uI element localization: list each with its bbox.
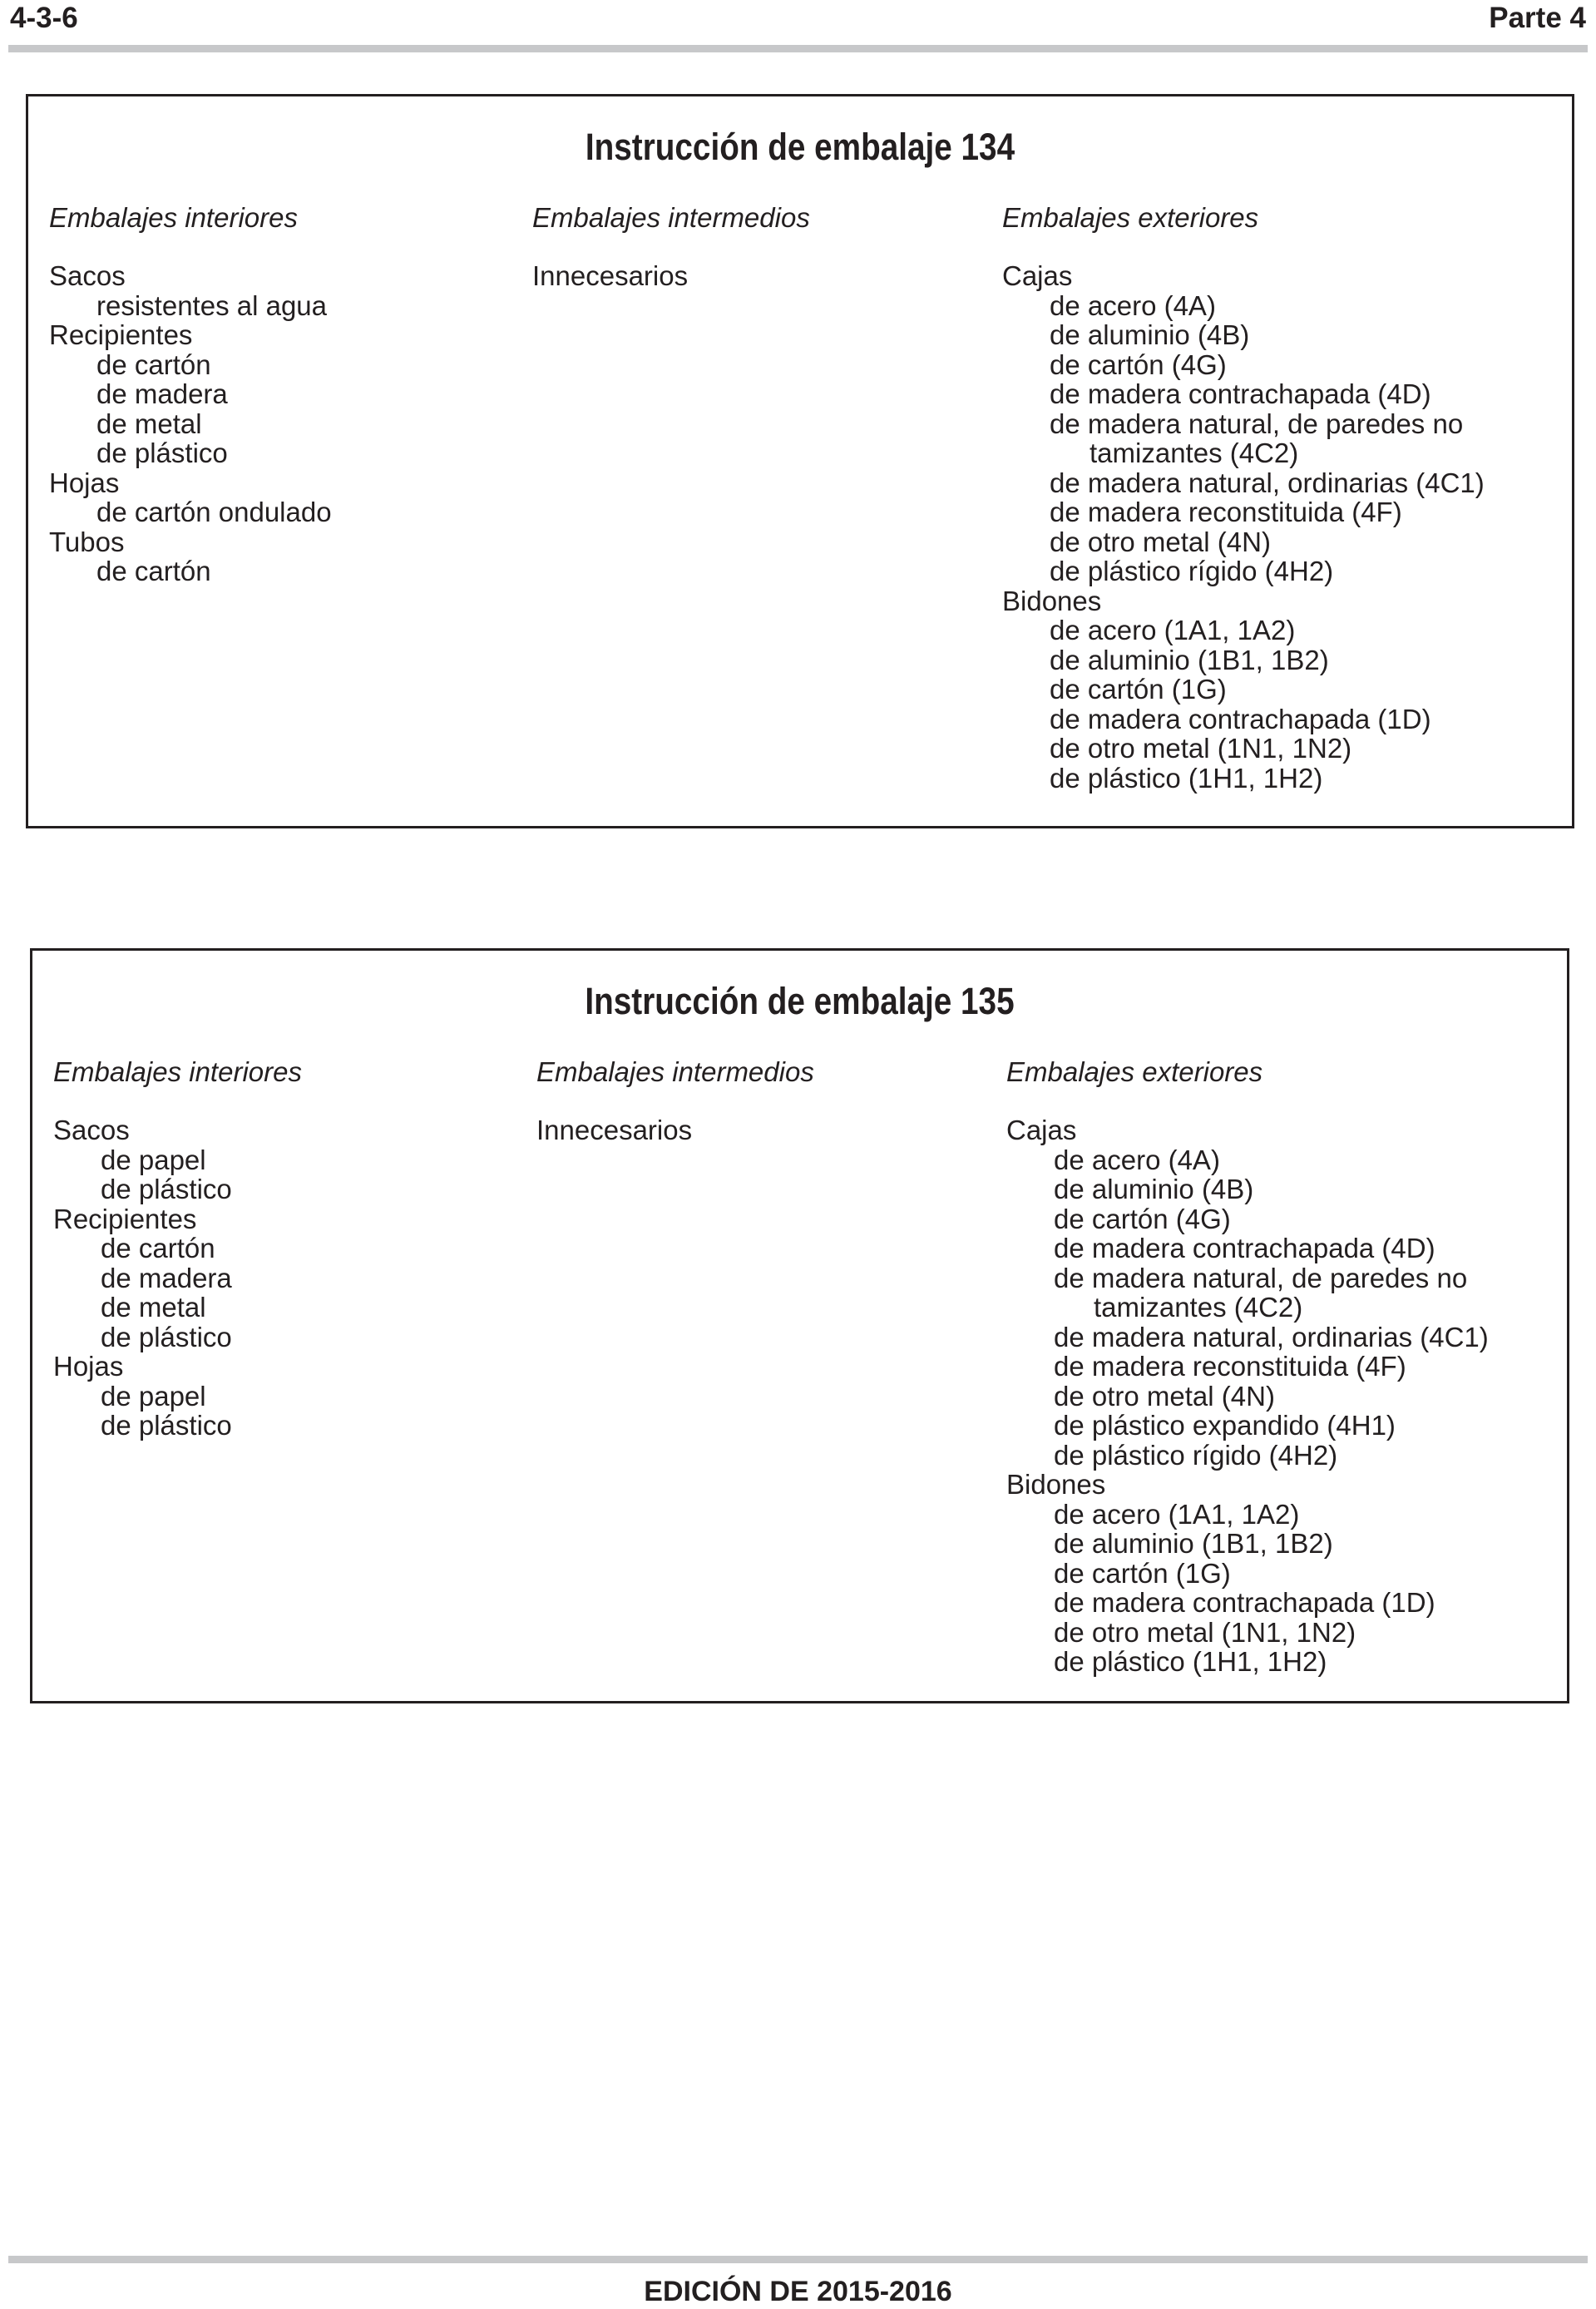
- list-category: Tubos: [49, 526, 125, 557]
- list-item: de madera contrachapada (4D): [1050, 378, 1431, 409]
- list-item: de aluminio (1B1, 1B2): [1050, 644, 1329, 675]
- list-item: de madera reconstituida (4F): [1050, 497, 1402, 527]
- list-item: de plástico expandido (4H1): [1054, 1410, 1396, 1441]
- list-category: Bidones: [1006, 1469, 1106, 1500]
- packing-instruction-135: [30, 948, 1569, 1703]
- list-item: de metal: [101, 1292, 206, 1323]
- column-heading: Embalajes intermedios: [532, 202, 810, 233]
- list-item: de otro metal (1N1, 1N2): [1050, 733, 1352, 764]
- list-category: Bidones: [1002, 585, 1102, 616]
- list-item: de madera natural, de paredes no: [1050, 408, 1464, 439]
- list-item: de plástico: [101, 1410, 232, 1441]
- list-item: de madera contrachapada (1D): [1050, 703, 1431, 734]
- list-item: de otro metal (4N): [1050, 526, 1271, 557]
- list-item: de acero (1A1, 1A2): [1050, 615, 1296, 645]
- list-item: de cartón (4G): [1050, 349, 1227, 380]
- list-item: de madera natural, ordinarias (4C1): [1050, 467, 1485, 498]
- instruction-title: Instrucción de embalaje 134: [585, 126, 1015, 168]
- list-category: Innecesarios: [536, 1115, 693, 1145]
- footer-rule: [8, 2256, 1588, 2263]
- item-list: [49, 261, 332, 586]
- list-item: de plástico rígido (4H2): [1050, 556, 1334, 586]
- item-list: [53, 1115, 302, 1441]
- column-intermediate-packagings: [536, 1057, 814, 1145]
- column-heading: Embalajes exteriores: [1006, 1056, 1263, 1087]
- list-item: tamizantes (4C2): [1090, 438, 1299, 468]
- column-inner-packagings: [53, 1057, 302, 1441]
- list-item: de aluminio (4B): [1050, 319, 1250, 350]
- item-list: [1006, 1115, 1489, 1677]
- list-item: de plástico (1H1, 1H2): [1054, 1646, 1327, 1677]
- list-item: tamizantes (4C2): [1094, 1292, 1303, 1323]
- header-rule: [8, 45, 1588, 52]
- list-item: de papel: [101, 1144, 206, 1175]
- column-heading: Embalajes intermedios: [536, 1056, 814, 1087]
- list-item: de madera contrachapada (1D): [1054, 1587, 1435, 1618]
- list-item: de cartón ondulado: [96, 497, 332, 527]
- list-category: Cajas: [1002, 260, 1073, 291]
- list-item: de acero (4A): [1050, 289, 1216, 321]
- list-item: de acero (4A): [1054, 1144, 1220, 1175]
- list-item: de plástico: [101, 1174, 232, 1204]
- list-item: de madera: [101, 1262, 232, 1293]
- list-item: resistentes al agua: [96, 289, 328, 321]
- list-item: de plástico rígido (4H2): [1054, 1439, 1338, 1471]
- list-category: Hojas: [49, 467, 120, 498]
- column-heading: Embalajes interiores: [49, 202, 298, 233]
- item-list: [1002, 261, 1485, 793]
- list-category: Recipientes: [53, 1203, 197, 1234]
- list-item: de madera natural, de paredes no: [1054, 1262, 1468, 1293]
- column-outer-packagings: [1006, 1057, 1489, 1677]
- page-number: 4-3-6: [10, 2, 78, 34]
- list-category: Sacos: [53, 1115, 130, 1145]
- list-item: de papel: [101, 1380, 206, 1412]
- list-item: de cartón (1G): [1054, 1557, 1231, 1589]
- list-item: de madera contrachapada (4D): [1054, 1233, 1435, 1263]
- list-item: de plástico: [101, 1321, 232, 1352]
- column-intermediate-packagings: [532, 203, 810, 291]
- list-item: de cartón (1G): [1050, 674, 1227, 705]
- list-item: de cartón (4G): [1054, 1203, 1231, 1234]
- list-category: Cajas: [1006, 1115, 1077, 1145]
- column-outer-packagings: [1002, 203, 1485, 793]
- list-item: de otro metal (1N1, 1N2): [1054, 1616, 1356, 1648]
- list-item: de madera reconstituida (4F): [1054, 1351, 1406, 1382]
- list-category: Sacos: [49, 260, 126, 291]
- item-list: [536, 1115, 814, 1145]
- list-item: de madera natural, ordinarias (4C1): [1054, 1321, 1489, 1352]
- column-heading: Embalajes interiores: [53, 1056, 302, 1087]
- column-inner-packagings: [49, 203, 332, 586]
- list-category: Hojas: [53, 1351, 124, 1382]
- list-item: de plástico (1H1, 1H2): [1050, 762, 1323, 794]
- list-category: Innecesarios: [532, 260, 689, 291]
- list-category: Recipientes: [49, 319, 193, 350]
- column-heading: Embalajes exteriores: [1002, 202, 1259, 233]
- list-item: de cartón: [96, 556, 211, 586]
- list-item: de cartón: [101, 1233, 215, 1263]
- list-item: de cartón: [96, 349, 211, 380]
- edition-footer: EDICIÓN DE 2015-2016: [644, 2276, 952, 2307]
- list-item: de metal: [96, 408, 202, 439]
- instruction-title: Instrucción de embalaje 135: [585, 980, 1015, 1022]
- list-item: de acero (1A1, 1A2): [1054, 1498, 1300, 1530]
- part-label: Parte 4: [1489, 2, 1586, 34]
- list-item: de otro metal (4N): [1054, 1380, 1275, 1412]
- list-item: de aluminio (1B1, 1B2): [1054, 1528, 1333, 1559]
- list-item: de plástico: [96, 438, 228, 468]
- packing-instruction-134: [26, 94, 1574, 828]
- list-item: de aluminio (4B): [1054, 1174, 1254, 1204]
- item-list: [532, 261, 810, 291]
- list-item: de madera: [96, 378, 228, 409]
